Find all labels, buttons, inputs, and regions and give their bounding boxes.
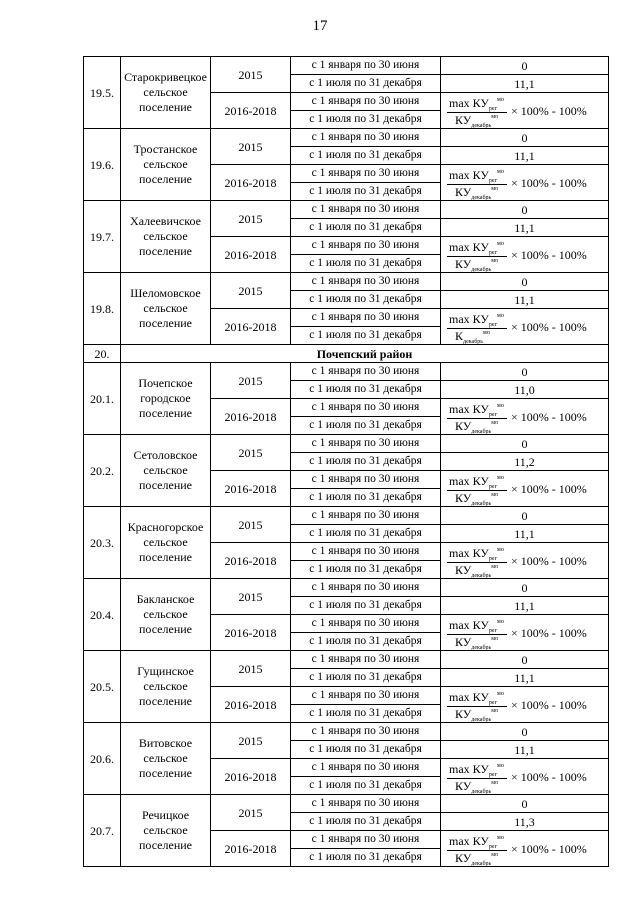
formula-tail: × 100% - 100%: [511, 841, 587, 856]
year-range: 2016-2018: [211, 543, 291, 579]
year-range: 2016-2018: [211, 471, 291, 507]
formula-numerator: $\max КУ_{рег}^{мо}$: [449, 689, 504, 706]
settlement-name: Речицкое сельское поселение: [121, 795, 211, 867]
period-second: с 1 июля по 31 декабря: [291, 777, 441, 795]
period-first: с 1 января по 30 июня: [291, 543, 441, 561]
formula-tail: × 100% - 100%: [511, 625, 587, 640]
year-single: 2015: [211, 363, 291, 399]
formula-numerator: $\max КУ_{рег}^{мо}$: [449, 95, 504, 112]
row-number: 20.2.: [84, 435, 121, 507]
value-second: 11,1: [441, 597, 609, 615]
period-second: с 1 июля по 31 декабря: [291, 813, 441, 831]
period-second: с 1 июля по 31 декабря: [291, 381, 441, 399]
formula-numerator: $\max КУ_{рег}^{мо}$: [449, 545, 504, 562]
table-row: [84, 507, 609, 525]
year-range: 2016-2018: [211, 93, 291, 129]
year-single: 2015: [211, 651, 291, 687]
value-first: 0: [441, 435, 609, 453]
formula-numerator: $\max КУ_{рег}^{мо}$: [449, 401, 504, 418]
year-single: 2015: [211, 201, 291, 237]
growth-formula: [441, 615, 609, 651]
row-number: 19.5.: [84, 57, 121, 129]
year-single: 2015: [211, 795, 291, 831]
settlement-name: Гущинское сельское поселение: [121, 651, 211, 723]
settlement-name: Красногорское сельское поселение: [121, 507, 211, 579]
year-range: 2016-2018: [211, 687, 291, 723]
period-second: с 1 июля по 31 декабря: [291, 705, 441, 723]
period-first: с 1 января по 30 июня: [291, 831, 441, 849]
period-second: с 1 июля по 31 декабря: [291, 453, 441, 471]
settlement-name: Шеломовское сельское поселение: [121, 273, 211, 345]
period-second: с 1 июля по 31 декабря: [291, 489, 441, 507]
period-first: с 1 января по 30 июня: [291, 201, 441, 219]
table-row: [84, 363, 609, 381]
period-first: с 1 января по 30 июня: [291, 57, 441, 75]
period-first: с 1 января по 30 июня: [291, 165, 441, 183]
formula-denominator: $КУ_{декабрь}^{мо}$: [455, 112, 499, 129]
period-second: с 1 июля по 31 декабря: [291, 741, 441, 759]
table-row: [84, 723, 609, 741]
formula-denominator: $КУ_{декабрь}^{мо}$: [455, 256, 499, 273]
value-first: 0: [441, 795, 609, 813]
growth-formula: [441, 543, 609, 579]
period-first: с 1 января по 30 июня: [291, 435, 441, 453]
page-number: 17: [312, 18, 328, 34]
row-number: 20.4.: [84, 579, 121, 651]
year-range: 2016-2018: [211, 759, 291, 795]
year-range: 2016-2018: [211, 399, 291, 435]
period-second: с 1 июля по 31 декабря: [291, 147, 441, 165]
settlement-name: Сетоловское сельское поселение: [121, 435, 211, 507]
formula-tail: × 100% - 100%: [511, 247, 587, 262]
formula-tail: × 100% - 100%: [511, 409, 587, 424]
formula-numerator: $\max КУ_{рег}^{мо}$: [449, 239, 504, 256]
value-first: 0: [441, 723, 609, 741]
value-first: 0: [441, 507, 609, 525]
value-first: 0: [441, 579, 609, 597]
tariff-table: [83, 56, 609, 867]
table-row: [84, 435, 609, 453]
period-second: с 1 июля по 31 декабря: [291, 183, 441, 201]
period-first: с 1 января по 30 июня: [291, 507, 441, 525]
growth-formula: [441, 471, 609, 507]
period-first: с 1 января по 30 июня: [291, 759, 441, 777]
formula-numerator: $\max КУ_{рег}^{мо}$: [449, 761, 504, 778]
value-second: 11,0: [441, 381, 609, 399]
formula-tail: × 100% - 100%: [511, 175, 587, 190]
value-first: 0: [441, 129, 609, 147]
year-single: 2015: [211, 273, 291, 309]
period-first: с 1 января по 30 июня: [291, 651, 441, 669]
district-number: 20.: [84, 345, 121, 363]
period-first: с 1 января по 30 июня: [291, 93, 441, 111]
growth-formula: [441, 309, 609, 345]
value-second: 11,3: [441, 813, 609, 831]
value-second: 11,1: [441, 219, 609, 237]
period-first: с 1 января по 30 июня: [291, 399, 441, 417]
period-first: с 1 января по 30 июня: [291, 237, 441, 255]
value-second: 11,2: [441, 453, 609, 471]
year-range: 2016-2018: [211, 237, 291, 273]
formula-denominator: $КУ_{декабрь}^{мо}$: [455, 634, 499, 651]
settlement-name: Старокривецкое сельское поселение: [121, 57, 211, 129]
period-second: с 1 июля по 31 декабря: [291, 597, 441, 615]
formula-denominator: $КУ_{декабрь}^{мо}$: [455, 850, 499, 867]
period-second: с 1 июля по 31 декабря: [291, 111, 441, 129]
formula-tail: × 100% - 100%: [511, 769, 587, 784]
period-first: с 1 января по 30 июня: [291, 309, 441, 327]
row-number: 19.7.: [84, 201, 121, 273]
year-single: 2015: [211, 579, 291, 615]
row-number: 20.1.: [84, 363, 121, 435]
growth-formula: [441, 93, 609, 129]
settlement-name: Тростанское сельское поселение: [121, 129, 211, 201]
period-second: с 1 июля по 31 декабря: [291, 219, 441, 237]
growth-formula: [441, 687, 609, 723]
year-single: 2015: [211, 435, 291, 471]
growth-formula: [441, 759, 609, 795]
value-second: 11,1: [441, 741, 609, 759]
year-single: 2015: [211, 57, 291, 93]
formula-denominator: $КУ_{декабрь}^{мо}$: [455, 706, 499, 723]
period-second: с 1 июля по 31 декабря: [291, 633, 441, 651]
formula-denominator: $К_{декабрь}^{мо}$: [455, 328, 490, 345]
settlement-name: Халеевичское сельское поселение: [121, 201, 211, 273]
period-second: с 1 июля по 31 декабря: [291, 75, 441, 93]
formula-tail: × 100% - 100%: [511, 553, 587, 568]
formula-denominator: $КУ_{декабрь}^{мо}$: [455, 490, 499, 507]
growth-formula: [441, 399, 609, 435]
value-second: 11,1: [441, 291, 609, 309]
value-second: 11,1: [441, 75, 609, 93]
value-first: 0: [441, 273, 609, 291]
period-first: с 1 января по 30 июня: [291, 363, 441, 381]
value-first: 0: [441, 651, 609, 669]
year-range: 2016-2018: [211, 309, 291, 345]
formula-numerator: $\max КУ_{рег}^{мо}$: [449, 167, 504, 184]
value-first: 0: [441, 363, 609, 381]
period-first: с 1 января по 30 июня: [291, 471, 441, 489]
row-number: 19.8.: [84, 273, 121, 345]
value-second: 11,1: [441, 147, 609, 165]
formula-tail: × 100% - 100%: [511, 697, 587, 712]
period-second: с 1 июля по 31 декабря: [291, 327, 441, 345]
year-single: 2015: [211, 129, 291, 165]
row-number: 20.3.: [84, 507, 121, 579]
settlement-name: Почепское городское поселение: [121, 363, 211, 435]
row-number: 20.6.: [84, 723, 121, 795]
table-row: [84, 579, 609, 597]
period-first: с 1 января по 30 июня: [291, 723, 441, 741]
formula-numerator: $\max КУ_{рег}^{мо}$: [449, 311, 504, 328]
period-first: с 1 января по 30 июня: [291, 129, 441, 147]
value-second: 11,1: [441, 669, 609, 687]
formula-denominator: $КУ_{декабрь}^{мо}$: [455, 562, 499, 579]
period-first: с 1 января по 30 июня: [291, 687, 441, 705]
value-second: 11,1: [441, 525, 609, 543]
table-row: [84, 273, 609, 291]
period-second: с 1 июля по 31 декабря: [291, 291, 441, 309]
table-row: [84, 795, 609, 813]
value-first: 0: [441, 57, 609, 75]
year-range: 2016-2018: [211, 831, 291, 867]
formula-numerator: $\max КУ_{рег}^{мо}$: [449, 617, 504, 634]
formula-tail: × 100% - 100%: [511, 319, 587, 334]
year-range: 2016-2018: [211, 165, 291, 201]
formula-denominator: $КУ_{декабрь}^{мо}$: [455, 418, 499, 435]
row-number: 20.7.: [84, 795, 121, 867]
table-row: [84, 129, 609, 147]
growth-formula: [441, 165, 609, 201]
formula-tail: × 100% - 100%: [511, 103, 587, 118]
period-second: с 1 июля по 31 декабря: [291, 417, 441, 435]
period-second: с 1 июля по 31 декабря: [291, 669, 441, 687]
period-second: с 1 июля по 31 декабря: [291, 849, 441, 867]
growth-formula: [441, 237, 609, 273]
table-row: [84, 651, 609, 669]
district-title: Почепский район: [121, 345, 609, 363]
period-first: с 1 января по 30 июня: [291, 615, 441, 633]
period-second: с 1 июля по 31 декабря: [291, 525, 441, 543]
table-row: [84, 201, 609, 219]
table-body: [84, 57, 609, 867]
formula-tail: × 100% - 100%: [511, 481, 587, 496]
period-first: с 1 января по 30 июня: [291, 579, 441, 597]
row-number: 19.6.: [84, 129, 121, 201]
formula-numerator: $\max КУ_{рег}^{мо}$: [449, 833, 504, 850]
year-single: 2015: [211, 507, 291, 543]
table-row: [84, 57, 609, 75]
period-first: с 1 января по 30 июня: [291, 273, 441, 291]
year-range: 2016-2018: [211, 615, 291, 651]
formula-denominator: $КУ_{декабрь}^{мо}$: [455, 184, 499, 201]
year-single: 2015: [211, 723, 291, 759]
formula-denominator: $КУ_{декабрь}^{мо}$: [455, 778, 499, 795]
growth-formula: [441, 831, 609, 867]
period-second: с 1 июля по 31 декабря: [291, 561, 441, 579]
value-first: 0: [441, 201, 609, 219]
period-second: с 1 июля по 31 декабря: [291, 255, 441, 273]
period-first: с 1 января по 30 июня: [291, 795, 441, 813]
formula-numerator: $\max КУ_{рег}^{мо}$: [449, 473, 504, 490]
district-row: [84, 345, 609, 363]
settlement-name: Бакланское сельское поселение: [121, 579, 211, 651]
row-number: 20.5.: [84, 651, 121, 723]
settlement-name: Витовское сельское поселение: [121, 723, 211, 795]
